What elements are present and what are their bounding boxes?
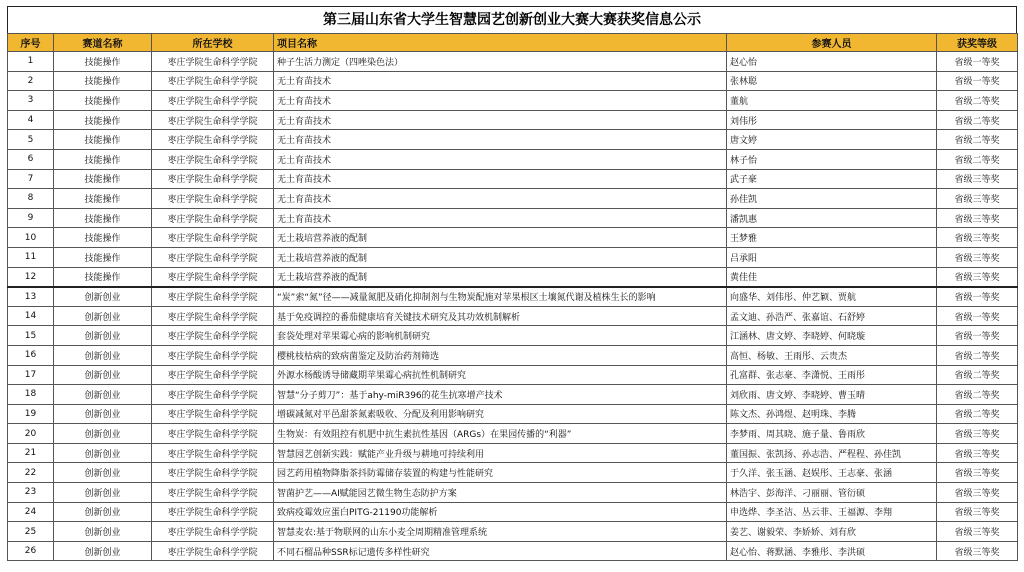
school-cell: 枣庄学院生命科学学院 [152,365,274,385]
project-cell: 无土栽培营养液的配制 [274,228,727,248]
project-cell: 无土育苗技术 [274,189,727,209]
participants-cell: 李梦雨、周其晓、施子量、鲁雨欣 [727,424,937,444]
track-cell: 技能操作 [54,267,152,287]
participants-cell: 吕承阳 [727,247,937,267]
track-cell: 创新创业 [54,326,152,346]
school-cell: 枣庄学院生命科学学院 [152,345,274,365]
header-participants: 参赛人员 [727,34,937,52]
index-cell: 26 [8,541,54,561]
award-cell: 省级一等奖 [937,52,1018,72]
participants-cell: 向盛华、刘伟彤、仲艺颖、贾航 [727,287,937,307]
table-body [8,52,1018,561]
school-cell: 枣庄学院生命科学学院 [152,424,274,444]
award-cell: 省级一等奖 [937,287,1018,307]
page-title: 第三届山东省大学生智慧园艺创新创业大赛大赛获奖信息公示 [7,6,1017,33]
index-cell: 1 [8,52,54,72]
track-cell: 创新创业 [54,287,152,307]
school-cell: 枣庄学院生命科学学院 [152,267,274,287]
project-cell: 智慧园艺创新实践：赋能产业升级与耕地可持续利用 [274,443,727,463]
project-cell: 套袋处理对苹果霉心病的影响机制研究 [274,326,727,346]
index-cell: 17 [8,365,54,385]
school-cell: 枣庄学院生命科学学院 [152,287,274,307]
track-cell: 技能操作 [54,169,152,189]
project-cell: 无土育苗技术 [274,110,727,130]
index-cell: 24 [8,502,54,522]
participants-cell: 于久洋、张玉涵、赵娱彤、王志豪、张涵 [727,463,937,483]
award-cell: 省级三等奖 [937,463,1018,483]
index-cell: 23 [8,483,54,503]
award-cell: 省级二等奖 [937,91,1018,111]
track-cell: 创新创业 [54,483,152,503]
award-cell: 省级三等奖 [937,522,1018,542]
track-cell: 创新创业 [54,541,152,561]
table-row [8,247,1018,267]
award-cell: 省级二等奖 [937,404,1018,424]
header-award: 获奖等级 [937,34,1018,52]
school-cell: 枣庄学院生命科学学院 [152,208,274,228]
participants-cell: 赵心怡 [727,52,937,72]
table-row [8,483,1018,503]
table-row [8,189,1018,209]
project-cell: 无土栽培营养液的配制 [274,247,727,267]
award-cell: 省级三等奖 [937,247,1018,267]
index-cell: 13 [8,287,54,307]
project-cell: 智菌护艺——AI赋能园艺微生物生态防护方案 [274,483,727,503]
project-cell: 园艺药用植物降脂茶抖防霉储存装置的构建与性能研究 [274,463,727,483]
participants-cell: 赵心怡、蒋默涵、李雅彤、李洪硕 [727,541,937,561]
participants-cell: 唐文婷 [727,130,937,150]
table-row [8,91,1018,111]
participants-cell: 孟文迪、孙浩严、张嘉谊、石舒婷 [727,306,937,326]
table-row [8,287,1018,307]
award-table [7,33,1018,561]
participants-cell: 林子怡 [727,149,937,169]
index-cell: 11 [8,247,54,267]
index-cell: 16 [8,345,54,365]
school-cell: 枣庄学院生命科学学院 [152,71,274,91]
index-cell: 8 [8,189,54,209]
project-cell: 无土育苗技术 [274,91,727,111]
award-cell: 省级二等奖 [937,345,1018,365]
participants-cell: 姜艺、谢毅荣、李娇娇、刘有欣 [727,522,937,542]
school-cell: 枣庄学院生命科学学院 [152,189,274,209]
track-cell: 创新创业 [54,522,152,542]
school-cell: 枣庄学院生命科学学院 [152,404,274,424]
award-cell: 省级三等奖 [937,483,1018,503]
school-cell: 枣庄学院生命科学学院 [152,247,274,267]
school-cell: 枣庄学院生命科学学院 [152,502,274,522]
table-row [8,52,1018,72]
award-cell: 省级三等奖 [937,169,1018,189]
header-project: 项目名称 [274,34,727,52]
index-cell: 20 [8,424,54,444]
award-cell: 省级二等奖 [937,385,1018,405]
school-cell: 枣庄学院生命科学学院 [152,463,274,483]
award-cell: 省级三等奖 [937,208,1018,228]
track-cell: 创新创业 [54,463,152,483]
index-cell: 14 [8,306,54,326]
track-cell: 创新创业 [54,502,152,522]
award-cell: 省级二等奖 [937,365,1018,385]
participants-cell: 潘凯惠 [727,208,937,228]
school-cell: 枣庄学院生命科学学院 [152,522,274,542]
school-cell: 枣庄学院生命科学学院 [152,385,274,405]
table-row [8,443,1018,463]
track-cell: 技能操作 [54,52,152,72]
award-cell: 省级三等奖 [937,443,1018,463]
index-cell: 21 [8,443,54,463]
index-cell: 18 [8,385,54,405]
table-row [8,149,1018,169]
award-cell: 省级一等奖 [937,71,1018,91]
project-cell: 致病疫霉效应蛋白PITG-21190功能解析 [274,502,727,522]
school-cell: 枣庄学院生命科学学院 [152,541,274,561]
school-cell: 枣庄学院生命科学学院 [152,443,274,463]
project-cell: 种子生活力测定（四唑染色法） [274,52,727,72]
table-row [8,404,1018,424]
participants-cell: 林浩宇、彭海洋、刁丽丽、管衍硕 [727,483,937,503]
award-cell: 省级一等奖 [937,306,1018,326]
header-index: 序号 [8,34,54,52]
participants-cell: 孙佳凯 [727,189,937,209]
project-cell: 智慧麦农:基于物联网的山东小麦全周期精准管理系统 [274,522,727,542]
school-cell: 枣庄学院生命科学学院 [152,306,274,326]
project-cell: 生物炭：有效阻控有机肥中抗生素抗性基因（ARGs）在果园传播的“利器” [274,424,727,444]
school-cell: 枣庄学院生命科学学院 [152,483,274,503]
participants-cell: 刘欣雨、唐文婷、李晓婷、曹玉晴 [727,385,937,405]
table-row [8,306,1018,326]
project-cell: 无土育苗技术 [274,130,727,150]
school-cell: 枣庄学院生命科学学院 [152,130,274,150]
track-cell: 创新创业 [54,306,152,326]
index-cell: 15 [8,326,54,346]
participants-cell: 高恒、杨敏、王雨彤、云贵杰 [727,345,937,365]
index-cell: 4 [8,110,54,130]
participants-cell: 江涵林、唐文婷、李晓婷、何晓璇 [727,326,937,346]
school-cell: 枣庄学院生命科学学院 [152,149,274,169]
project-cell: 智慧“分子剪刀”：基于ahy-miR396的花生抗寒增产技术 [274,385,727,405]
index-cell: 19 [8,404,54,424]
award-cell: 省级二等奖 [937,149,1018,169]
award-cell: 省级三等奖 [937,228,1018,248]
project-cell: 外源水杨酸诱导储藏期苹果霉心病抗性机制研究 [274,365,727,385]
participants-cell: 张林聪 [727,71,937,91]
school-cell: 枣庄学院生命科学学院 [152,169,274,189]
index-cell: 7 [8,169,54,189]
track-cell: 技能操作 [54,149,152,169]
table-row [8,463,1018,483]
project-cell: 无土育苗技术 [274,208,727,228]
track-cell: 创新创业 [54,345,152,365]
participants-cell: 董航 [727,91,937,111]
project-cell: 樱桃枝枯病的致病菌鉴定及防治药剂筛选 [274,345,727,365]
participants-cell: 武子豪 [727,169,937,189]
table-row [8,71,1018,91]
award-cell: 省级三等奖 [937,189,1018,209]
table-header-row [8,34,1018,52]
school-cell: 枣庄学院生命科学学院 [152,110,274,130]
participants-cell: 王梦雅 [727,228,937,248]
award-cell: 省级二等奖 [937,110,1018,130]
project-cell: 基于免疫调控的番茄健康培育关键技术研究及其功效机制解析 [274,306,727,326]
table-row [8,424,1018,444]
index-cell: 2 [8,71,54,91]
school-cell: 枣庄学院生命科学学院 [152,326,274,346]
project-cell: 无土栽培营养液的配制 [274,267,727,287]
track-cell: 创新创业 [54,365,152,385]
school-cell: 枣庄学院生命科学学院 [152,91,274,111]
table-row [8,130,1018,150]
track-cell: 技能操作 [54,91,152,111]
index-cell: 5 [8,130,54,150]
track-cell: 技能操作 [54,130,152,150]
participants-cell: 黄佳佳 [727,267,937,287]
track-cell: 技能操作 [54,228,152,248]
table-row [8,365,1018,385]
header-track: 赛道名称 [54,34,152,52]
table-row [8,345,1018,365]
school-cell: 枣庄学院生命科学学院 [152,228,274,248]
index-cell: 10 [8,228,54,248]
award-cell: 省级三等奖 [937,541,1018,561]
table-row [8,267,1018,287]
award-announcement [7,6,1017,561]
table-row [8,208,1018,228]
track-cell: 技能操作 [54,110,152,130]
header-school: 所在学校 [152,34,274,52]
index-cell: 22 [8,463,54,483]
index-cell: 12 [8,267,54,287]
participants-cell: 刘伟彤 [727,110,937,130]
track-cell: 创新创业 [54,404,152,424]
table-row [8,541,1018,561]
award-cell: 省级二等奖 [937,130,1018,150]
award-cell: 省级一等奖 [937,326,1018,346]
table-row [8,385,1018,405]
table-row [8,502,1018,522]
project-cell: 不同石榴品种SSR标记遗传多样性研究 [274,541,727,561]
award-cell: 省级三等奖 [937,424,1018,444]
participants-cell: 董国振、张凯扬、孙志浩、严程程、孙佳凯 [727,443,937,463]
track-cell: 创新创业 [54,385,152,405]
school-cell: 枣庄学院生命科学学院 [152,52,274,72]
table-row [8,326,1018,346]
table-row [8,169,1018,189]
participants-cell: 孔富群、张志豪、李潇悦、王雨彤 [727,365,937,385]
track-cell: 技能操作 [54,208,152,228]
index-cell: 6 [8,149,54,169]
table-row [8,522,1018,542]
award-cell: 省级三等奖 [937,267,1018,287]
participants-cell: 陈文杰、孙鸿煜、赵明珠、李腾 [727,404,937,424]
index-cell: 25 [8,522,54,542]
participants-cell: 申选烨、李圣洁、丛云菲、王福源、李翔 [727,502,937,522]
project-cell: “炭”索“氮”径——减量氮肥及硝化抑制剂与生物炭配施对苹果根区土壤氮代谢及植株生长的影响 [274,287,727,307]
project-cell: 无土育苗技术 [274,71,727,91]
track-cell: 技能操作 [54,247,152,267]
project-cell: 无土育苗技术 [274,169,727,189]
award-cell: 省级三等奖 [937,502,1018,522]
track-cell: 技能操作 [54,71,152,91]
index-cell: 3 [8,91,54,111]
track-cell: 创新创业 [54,443,152,463]
project-cell: 增碳减氮对平邑甜茶氮素吸收、分配及利用影响研究 [274,404,727,424]
table-row [8,228,1018,248]
track-cell: 技能操作 [54,189,152,209]
project-cell: 无土育苗技术 [274,149,727,169]
track-cell: 创新创业 [54,424,152,444]
index-cell: 9 [8,208,54,228]
table-row [8,110,1018,130]
